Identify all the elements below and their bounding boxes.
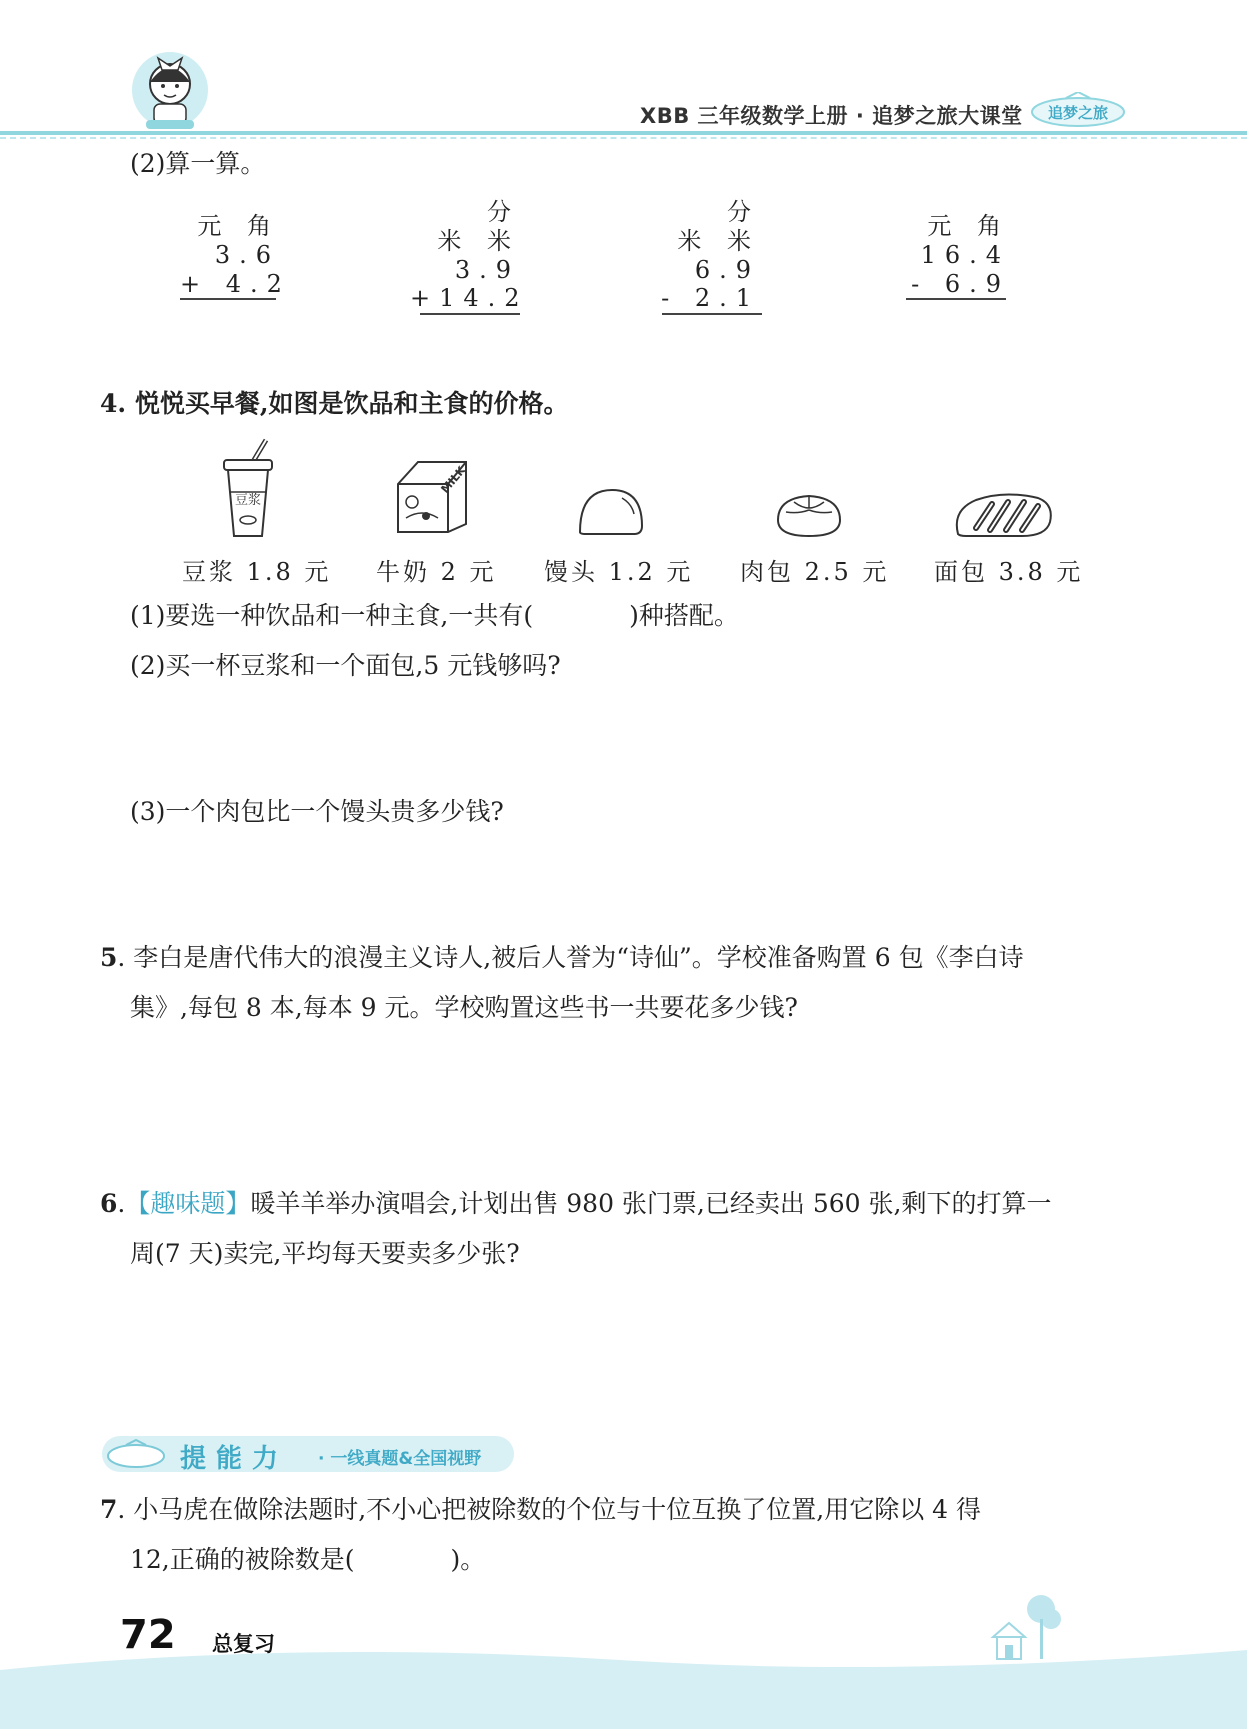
section-subtitle: · 一线真题&全国视野 [318, 1449, 482, 1469]
calc-units: 米 米 [677, 226, 760, 255]
calc-problem-2 [410, 198, 529, 315]
q5-line-1 [100, 942, 1024, 975]
q4-sub1 [130, 600, 739, 633]
q5-number: 5 [100, 943, 118, 972]
q6-line-1-text: 暖羊羊举办演唱会,计划出售 980 张门票,已经卖出 560 张,剩下的打算一 [250, 1189, 1052, 1218]
food-label-soy-milk: 豆浆 1.8 元 [182, 558, 332, 586]
q6-line-2: 周(7 天)卖完,平均每天要卖多少张? [130, 1239, 520, 1268]
q4-stem [100, 388, 569, 421]
calc-units: 米 米 [437, 226, 520, 255]
footer-label: 总复习 [212, 1632, 275, 1656]
q7-number: 7 [100, 1495, 118, 1524]
meat-bun-icon [774, 488, 844, 540]
q6-number: 6 [100, 1189, 118, 1218]
mascot-girl-icon [128, 44, 212, 132]
q5-line-1-text: . 李白是唐代伟大的浪漫主义诗人,被后人誉为“诗仙”。学校准备购置 6 包《李白诗 [117, 943, 1024, 972]
q5-line-2: 集》,每包 8 本,每本 9 元。学校购置这些书一共要花多少钱? [130, 993, 798, 1022]
header-rule [0, 131, 1247, 135]
milk-carton-icon [392, 458, 472, 534]
bread-icon [952, 490, 1054, 540]
q7-line-2-text-a: 12,正确的被除数是( [130, 1545, 355, 1574]
page-number: 72 [120, 1612, 176, 1658]
steamed-bun-icon [576, 486, 646, 538]
q7-line-2 [130, 1544, 485, 1577]
calc-top-unit: 分 [727, 198, 760, 226]
header-dashed-rule [0, 137, 1247, 139]
food-label-milk: 牛奶 2 元 [376, 558, 497, 586]
calc-line-1: 16.4 [920, 240, 1010, 269]
section-logo-icon [104, 1438, 168, 1470]
calc-line-1: 3.6 [214, 240, 280, 269]
food-label-meat-bun: 肉包 2.5 元 [740, 558, 890, 586]
calc-line-2: - 6.9 [911, 269, 1010, 298]
q4-stem-text: . 悦悦买早餐,如图是饮品和主食的价格。 [117, 389, 569, 418]
q7-line-2-text-b: )。 [450, 1545, 486, 1574]
q6-dot: . [117, 1189, 126, 1218]
q7-line-1 [100, 1494, 981, 1527]
carton-text: MILK [438, 463, 469, 496]
calc-underline [906, 298, 1006, 300]
cup-text: 豆浆 [234, 493, 262, 508]
q4-sub3: (3)一个肉包比一个馒头贵多少钱? [130, 797, 504, 826]
food-label-steamed-bun: 馒头 1.2 元 [544, 558, 694, 586]
calc-units: 元 角 [197, 212, 280, 240]
q4-number: 4 [100, 389, 118, 418]
calc-underline [420, 313, 520, 315]
food-label-bread: 面包 3.8 元 [934, 558, 1084, 586]
calc-problem-1 [180, 212, 291, 300]
q3-sub2-label: (2)算一算。 [130, 149, 266, 178]
calc-line-1: 6.9 [694, 255, 760, 284]
header-title: XBB 三年级数学上册 · 追梦之旅大课堂 [640, 104, 1023, 128]
calc-line-2: - 2.1 [661, 284, 760, 313]
q7-line-1-text: . 小马虎在做除法题时,不小心把被除数的个位与十位互换了位置,用它除以 4 得 [117, 1495, 981, 1524]
soy-milk-cup-icon [214, 438, 282, 542]
calc-line-1: 3.9 [454, 255, 520, 284]
calc-line-2: +14.2 [410, 284, 529, 313]
q4-sub2: (2)买一杯豆浆和一个面包,5 元钱够吗? [130, 651, 561, 680]
calc-problem-4 [900, 212, 1010, 300]
house-tree-icon [985, 1585, 1065, 1665]
q6-line-1 [100, 1188, 1051, 1221]
section-title: 提能力 [180, 1444, 289, 1474]
brand-logo-text: 追梦之旅 [1047, 104, 1109, 122]
calc-underline [180, 298, 276, 300]
calc-units: 元 角 [927, 212, 1010, 240]
brand-logo-icon [1030, 92, 1126, 128]
calc-line-2: + 4.2 [180, 269, 291, 298]
q4-sub1-text-b: )种搭配。 [629, 601, 739, 630]
q6-fun-tag: 【趣味题】 [125, 1189, 251, 1218]
calc-top-unit: 分 [487, 198, 520, 226]
q4-sub1-text-a: (1)要选一种饮品和一种主食,一共有( [130, 601, 534, 630]
calc-underline [662, 313, 762, 315]
calc-problem-3 [650, 198, 760, 315]
